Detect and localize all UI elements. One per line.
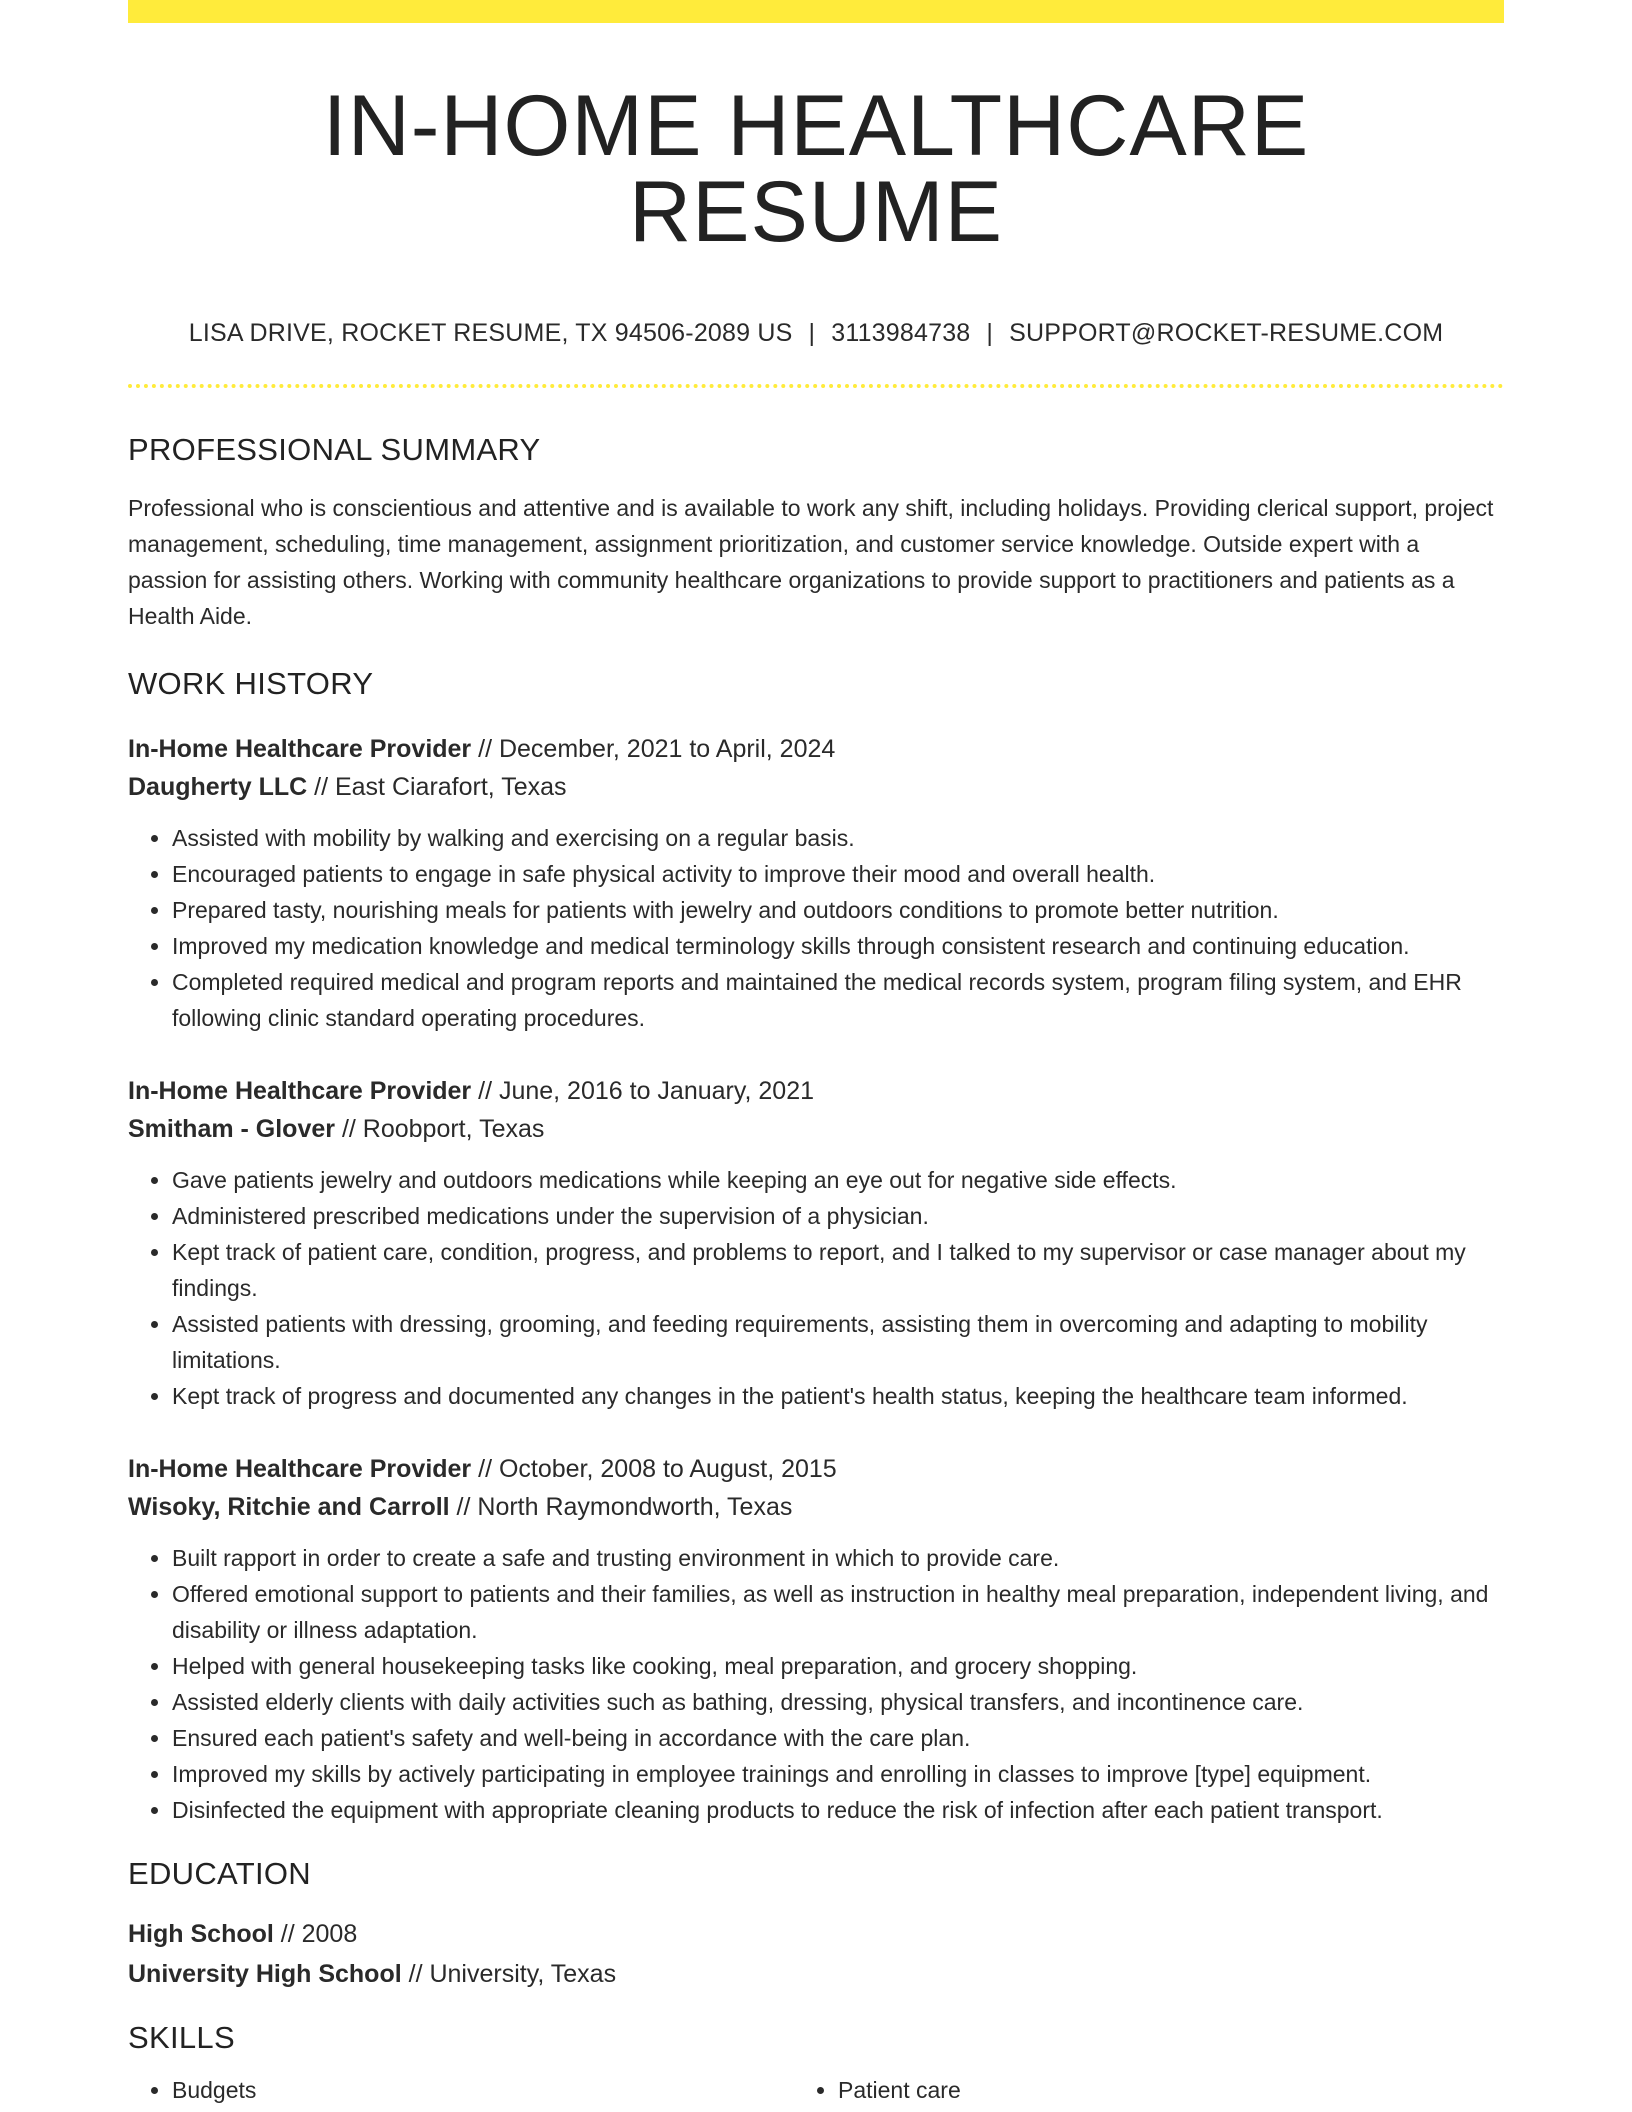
- job-title: In-Home Healthcare Provider: [128, 735, 472, 763]
- job-dates: // December, 2021 to April, 2024: [471, 735, 836, 763]
- list-item: • Improved my medication knowledge and medical terminology skills through consistent research and continuing education.: [172, 928, 1504, 964]
- job-location: // North Raymondworth, Texas: [449, 1493, 793, 1521]
- contact-separator: |: [808, 319, 816, 347]
- job-title: In-Home Healthcare Provider: [128, 1077, 472, 1105]
- job-company-line: [128, 768, 1504, 806]
- skills-heading: SKILLS: [128, 2020, 235, 2055]
- job-bullets: [128, 1540, 1504, 1828]
- email: SUPPORT@ROCKET-RESUME.COM: [1009, 319, 1444, 347]
- job-company-line: [128, 1488, 1504, 1526]
- list-item: • Ensured each patient's safety and well-being in accordance with the care plan.: [172, 1720, 1504, 1756]
- job-entry: [128, 1072, 1504, 1414]
- work-history-heading: WORK HISTORY: [128, 666, 374, 701]
- list-item: • Administered prescribed medications under the supervision of a physician.: [172, 1198, 1504, 1234]
- education-degree-line: [128, 1914, 1504, 1954]
- skill-item: • Patient care: [838, 2072, 1504, 2108]
- education-year: // 2008: [273, 1920, 358, 1948]
- education-heading: EDUCATION: [128, 1856, 311, 1891]
- address: LISA DRIVE, ROCKET RESUME, TX 94506-2089 US: [188, 319, 793, 347]
- summary-heading: PROFESSIONAL SUMMARY: [128, 432, 541, 467]
- list-item: • Kept track of progress and documented any changes in the patient's health status, keeping the healthcare team informed.: [172, 1378, 1504, 1414]
- list-item: • Offered emotional support to patients and their families, as well as instruction in healthy meal preparation, independent living, and disability or illness adaptation.: [172, 1576, 1504, 1648]
- list-item: • Built rapport in order to create a safe and trusting environment in which to provide care.: [172, 1540, 1504, 1576]
- skills-list: [128, 2072, 1504, 2108]
- list-item: • Prepared tasty, nourishing meals for patients with jewelry and outdoors conditions to promote better nutrition.: [172, 892, 1504, 928]
- skill-item: • Budgets: [172, 2072, 838, 2108]
- job-location: // East Ciarafort, Texas: [307, 773, 567, 801]
- phone: 3113984738: [831, 319, 971, 347]
- list-item: • Assisted with mobility by walking and exercising on a regular basis.: [172, 820, 1504, 856]
- education-degree: High School: [128, 1920, 274, 1948]
- job-company-line: [128, 1110, 1504, 1148]
- summary-text: Professional who is conscientious and attentive and is available to work any shift, including holidays. Providing clerical support, project management, scheduling, time management, assignment prioritization, and customer service knowledge. Outside expert with a passion for assisting others. Working with community healthcare organizations to provide support to practitioners and patients as a Health Aide.: [128, 495, 1494, 629]
- list-item: • Gave patients jewelry and outdoors medications while keeping an eye out for negative side effects.: [172, 1162, 1504, 1198]
- list-item: • Encouraged patients to engage in safe physical activity to improve their mood and overall health.: [172, 856, 1504, 892]
- job-bullets: [128, 820, 1504, 1036]
- contact-line: [128, 319, 1504, 348]
- job-entry: [128, 1450, 1504, 1828]
- list-item: • Assisted patients with dressing, grooming, and feeding requirements, assisting them in overcoming and adapting to mobility limitations.: [172, 1306, 1504, 1378]
- list-item: • Kept track of patient care, condition, progress, and problems to report, and I talked to my supervisor or case manager about my findings.: [172, 1234, 1504, 1306]
- job-title-line: [128, 1072, 1504, 1110]
- job-entry: [128, 730, 1504, 1036]
- job-company: Daugherty LLC: [128, 773, 308, 801]
- list-item: • Helped with general housekeeping tasks like cooking, meal preparation, and grocery shopping.: [172, 1648, 1504, 1684]
- list-item: • Disinfected the equipment with appropriate cleaning products to reduce the risk of infection after each patient transport.: [172, 1792, 1504, 1828]
- top-accent-bar: [128, 0, 1504, 23]
- education-entry: [128, 1914, 1504, 1994]
- job-title: In-Home Healthcare Provider: [128, 1455, 472, 1483]
- job-location: // Roobport, Texas: [335, 1115, 545, 1143]
- resume-title: IN-HOME HEALTHCARE RESUME: [322, 78, 1310, 260]
- resume-page: [128, 0, 1504, 2108]
- list-item: • Completed required medical and program reports and maintained the medical records system, program filing system, and EHR following clinic standard operating procedures.: [172, 964, 1504, 1036]
- job-dates: // June, 2016 to January, 2021: [471, 1077, 815, 1105]
- list-item: • Improved my skills by actively participating in employee trainings and enrolling in classes to improve [type] equipment.: [172, 1756, 1504, 1792]
- job-title-line: [128, 1450, 1504, 1488]
- education-school-line: [128, 1954, 1504, 1994]
- education-school: University High School: [128, 1960, 402, 1988]
- list-item: • Assisted elderly clients with daily activities such as bathing, dressing, physical transfers, and incontinence care.: [172, 1684, 1504, 1720]
- job-company: Smitham - Glover: [128, 1115, 335, 1143]
- contact-separator: |: [986, 319, 994, 347]
- job-company: Wisoky, Ritchie and Carroll: [128, 1493, 450, 1521]
- job-bullets: [128, 1162, 1504, 1414]
- dotted-divider: [128, 384, 1504, 388]
- job-dates: // October, 2008 to August, 2015: [471, 1455, 837, 1483]
- job-title-line: [128, 730, 1504, 768]
- education-location: // University, Texas: [401, 1960, 617, 1988]
